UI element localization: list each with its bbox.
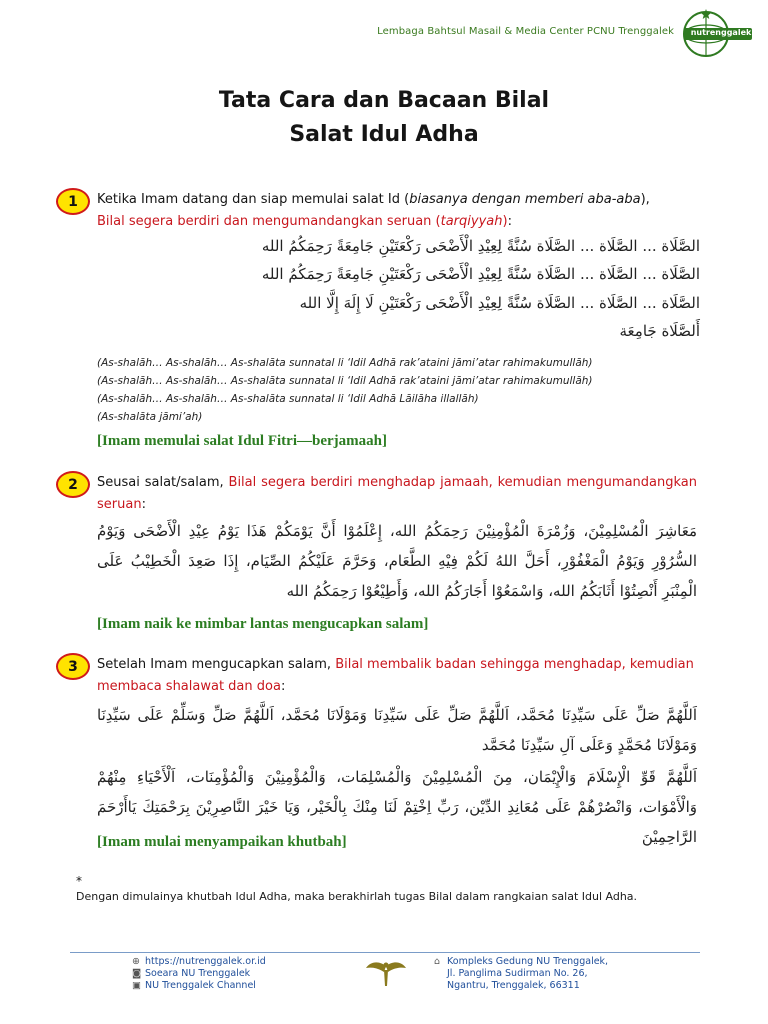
- footer-channel[interactable]: NU Trenggalek Channel: [145, 980, 256, 991]
- footer-divider: [70, 952, 700, 953]
- step-2-text-red: Bilal segera berdiri menghadap jamaah, kemudian mengumandangkan seruan: [97, 475, 697, 512]
- step-1-arabic-3: الصَّلَاة ... الصَّلَاة ... الصَّلَاة سُنَّةً لِعِيْدِ الْأَضْحَى رَكْعَتَيْنِ لَا إِلَهَ إِلَّا الله: [299, 294, 700, 312]
- step-1-translit-3: (As-shalāh… As-shalāh… As-shalāta sunnatal li ‘Idil Adhā Lāilāha illallāh): [97, 393, 479, 405]
- step-1-translit-2: (As-shalāh… As-shalāh… As-shalāta sunnatal li ‘Idil Adhā rak’ataini jāmi’atar rahimakumullāh): [97, 375, 593, 387]
- logo-text: nutrenggalek: [690, 28, 752, 37]
- step-1-text-italic: biasanya dengan memberi aba-aba: [409, 192, 641, 207]
- step-1-badge: 1: [56, 188, 90, 215]
- step-1-instruction: [97, 189, 697, 233]
- step-3-note: [Imam mulai menyampaikan khutbah]: [97, 834, 347, 850]
- closing-asterisk: *: [76, 874, 82, 888]
- step-3-arabic-2: اَللَّهُمَّ قَوِّ الْإِسْلَامَ وَالْإِيْمَان، مِنَ الْمُسْلِمِيْنَ وَالْمُسْلِمَات، وَالْمُؤْمِنِيْنَ وَالْمُؤْمِنَات، اَلْأَحْيَاءِ مِنْهُمْ وَالْأَمْوَات، وَانْصُرْهُمْ عَلَى مُعَانِدِ الدِّيْن، رَبِّ اِخْتِمْ لَنَا مِنْكَ بِالْخَيْر، وَيَا خَيْرَ النَّاصِرِيْنَ بِرَحْمَتِكَ يَاأَرْحَمَ الرَّاحِمِيْنَ: [97, 768, 697, 846]
- step-1-text-red: Bilal segera berdiri dan mengumandangkan seruan (: [97, 214, 441, 229]
- step-2-arabic: مَعَاشِرَ الْمُسْلِمِيْنَ، وَزُمْرَةَ الْمُؤْمِنِيْنَ رَحِمَكُمُ الله، إِعْلَمُوْا أَنَّ يَوْمَكُمْ هَذَا يَوْمُ عِيْدِ الْأَضْحَى وَيَوْمُ السُّرُوْرِ وَيَوْمُ الْمَغْفُوْرِ، أَحَلَّ اللهُ لَكُمْ فِيْهِ الطَّعَام، وَحَرَّمَ عَلَيْكُمُ الصِّيَام، إِذَا صَعِدَ الْخَطِيْبُ عَلَى الْمِنْبَرِ أَنْصِتُوْا أَثَابَكُمُ الله، وَاسْمَعُوْا أَجَارَكُمُ الله، وَأَطِيْعُوْا رَحِمَكُمُ الله: [97, 522, 697, 600]
- step-3-text-red: Bilal membalik badan sehingga menghadap, kemudian membaca shalawat dan doa: [97, 657, 694, 694]
- video-icon: ▣: [132, 980, 141, 991]
- step-1-arabic-4: أَلصَّلَاة جَامِعَة: [619, 322, 700, 340]
- step-2-text-a: Seusai salat/salam,: [97, 475, 229, 490]
- building-icon: ⌂: [434, 956, 441, 967]
- closing-text: Dengan dimulainya khutbah Idul Adha, maka berakhirlah tugas Bilal dalam rangkaian salat Idul Adha.: [76, 890, 638, 903]
- globe-icon: ⊕: [132, 956, 140, 967]
- page-title-line1: Tata Cara dan Bacaan Bilal: [218, 88, 550, 113]
- footer-address-2: Jl. Panglima Sudirman No. 26,: [447, 968, 588, 979]
- footer-website[interactable]: https://nutrenggalek.or.id: [145, 956, 266, 967]
- step-2-badge: 2: [56, 471, 90, 498]
- podcast-icon: ◙: [132, 968, 142, 979]
- step-1-text-red-end: ): [502, 214, 508, 229]
- step-1-note: [Imam memulai salat Idul Fitri—berjamaah]: [97, 433, 387, 449]
- footer-address-1: Kompleks Gedung NU Trenggalek,: [447, 956, 609, 967]
- footer-podcast[interactable]: Soeara NU Trenggalek: [145, 968, 251, 979]
- step-1-text-red-italic: tarqiyyah: [440, 214, 503, 229]
- step-1-colon: :: [507, 214, 512, 229]
- step-3-badge: 3: [56, 653, 90, 680]
- step-3-text-a: Setelah Imam mengucapkan salam,: [97, 657, 336, 672]
- step-3-instruction: [97, 654, 697, 698]
- step-1-translit-4: (As-shalāta jāmi’ah): [97, 411, 203, 423]
- footer-emblem: [364, 958, 408, 988]
- step-1-arabic-1: الصَّلَاة ... الصَّلَاة ... الصَّلَاة سُنَّةً لِعِيْدِ الْأَضْحَى رَكْعَتَيْنِ جَامِعَةً رَحِمَكُمُ الله: [261, 237, 700, 255]
- footer-address-3: Ngantru, Trenggalek, 66311: [447, 980, 580, 991]
- step-1-text-b: ),: [640, 192, 650, 207]
- header-org: Lembaga Bahtsul Masail & Media Center PCNU Trenggalek: [377, 26, 674, 37]
- page-title-line2: Salat Idul Adha: [289, 122, 479, 147]
- step-2-note: [Imam naik ke mimbar lantas mengucapkan salam]: [97, 616, 429, 632]
- step-3-arabic-1: اَللَّهُمَّ صَلِّ عَلَى سَيِّدِنَا مُحَمَّد، اَللَّهُمَّ صَلِّ عَلَى سَيِّدِنَا وَمَوْلَانَا مُحَمَّد، اَللَّهُمَّ صَلِّ وَسَلِّمْ عَلَى سَيِّدِنَا وَمَوْلَانَا مُحَمَّدٍ وَعَلَى آلِ سَيِّدِنَا مُحَمَّد: [97, 706, 697, 754]
- step-1-translit-1: (As-shalāh… As-shalāh… As-shalāta sunnatal li ‘Idil Adhā rak’ataini jāmi’atar rahimakumullāh): [97, 357, 593, 369]
- footer-address: [434, 956, 608, 992]
- footer-contacts: [132, 956, 266, 992]
- step-2-colon: :: [141, 497, 146, 512]
- step-2-instruction: [97, 472, 697, 516]
- step-1-arabic-2: الصَّلَاة ... الصَّلَاة ... الصَّلَاة سُنَّةً لِعِيْدِ الْأَضْحَى رَكْعَتَيْنِ جَامِعَةً رَحِمَكُمُ الله: [261, 265, 700, 283]
- step-1-text-a: Ketika Imam datang dan siap memulai salat Id (: [97, 192, 410, 207]
- step-3-colon: :: [280, 679, 286, 694]
